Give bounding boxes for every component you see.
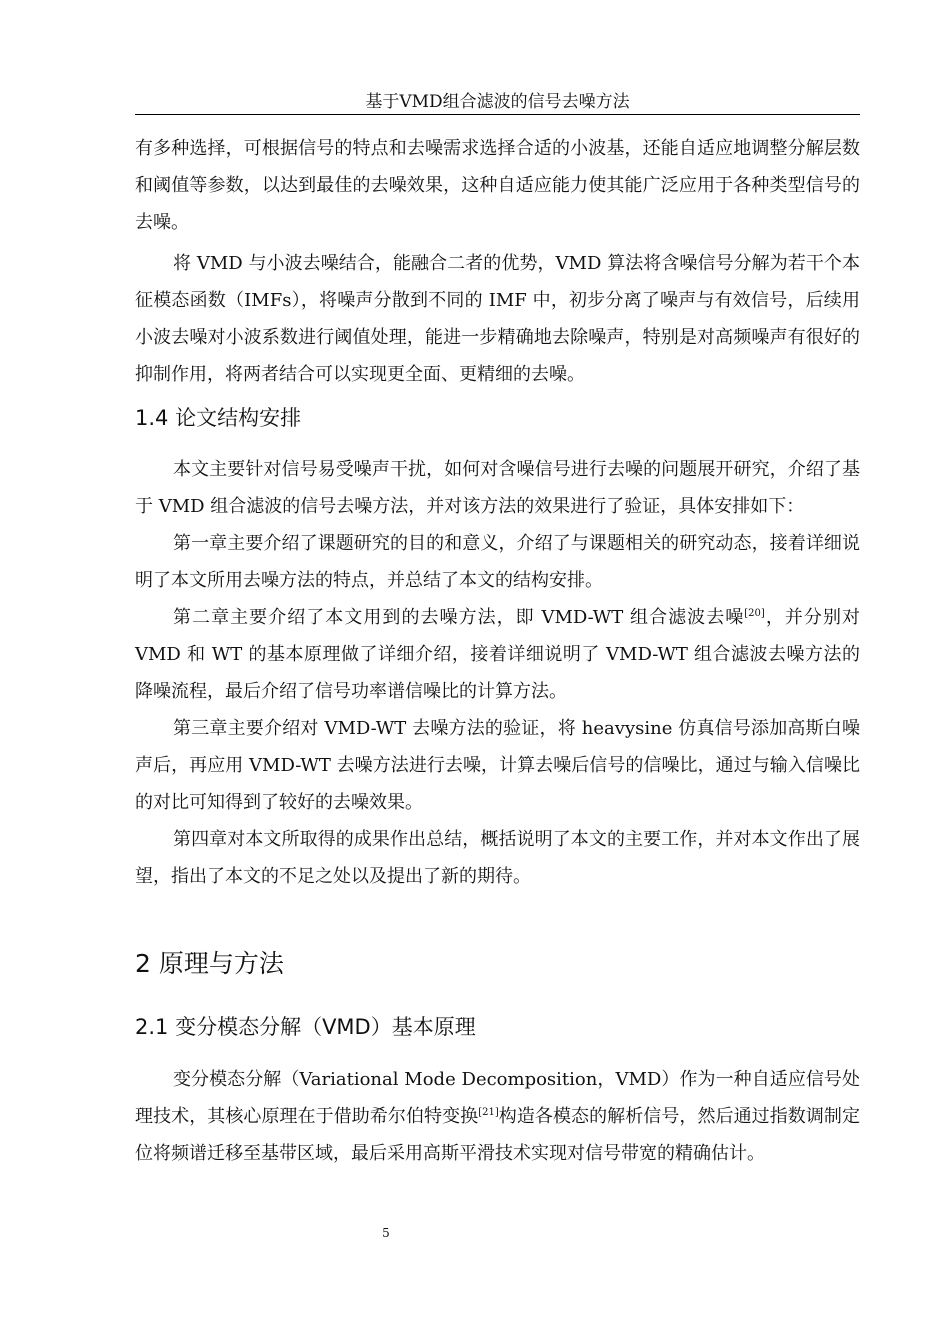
section-heading-2-1: 2.1 变分模态分解（VMD）基本原理: [135, 1015, 476, 1039]
section-heading-1-4: 1.4 论文结构安排: [135, 406, 302, 430]
paragraph-vmd-wavelet: 将 VMD 与小波去噪结合，能融合二者的优势，VMD 算法将含噪信号分解为若干个本征模态函数（IMFs），将噪声分散到不同的 IMF 中，初步分离了噪声与有效信号，后续用小波去噪对小波系数进行阈值处理，能进一步精确地去除噪声，特别是对高频噪声有很好的抑制作用，将两者结合可以实现更全面、更精细的去噪。: [135, 253, 860, 385]
paragraph-continued: 有多种选择，可根据信号的特点和去噪需求选择合适的小波基，还能自适应地调整分解层数和阈值等参数，以达到最佳的去噪效果，这种自适应能力使其能广泛应用于各种类型信号的去噪。: [135, 138, 860, 233]
page-number: 5: [382, 1226, 390, 1240]
chapter-2-text-a: 第二章主要介绍了本文用到的去噪方法，即 VMD-WT 组合滤波去噪: [173, 607, 745, 628]
vmd-principle-text-b: 构造各模态的解析信号，然后通过指数调制定位将频谱迁移至基带区域，最后采用高斯平滑技术实现对信号带宽的精确估计。: [135, 1106, 860, 1164]
paragraph-chapter-2: [135, 599, 860, 710]
paragraph-chapter-3: 第三章主要介绍对 VMD-WT 去噪方法的验证，将 heavysine 仿真信号添加高斯白噪声后，再应用 VMD-WT 去噪方法进行去噪，计算去噪后信号的信噪比，通过与输入信噪比的对比可知得到了较好的去噪效果。: [135, 718, 860, 813]
chapter-2-text-b: ，并分别对 VMD 和 WT 的基本原理做了详细介绍，接着详细说明了 VMD-WT 组合滤波去噪方法的降噪流程，最后介绍了信号功率谱信噪比的计算方法。: [135, 607, 861, 702]
citation-21: [21]: [478, 1107, 499, 1118]
citation-20: [20]: [744, 608, 765, 619]
header-rule: [135, 114, 860, 115]
paragraph-chapter-4: 第四章对本文所取得的成果作出总结，概括说明了本文的主要工作，并对本文作出了展望，指出了本文的不足之处以及提出了新的期待。: [135, 829, 860, 887]
running-header: 基于VMD组合滤波的信号去噪方法: [365, 92, 630, 112]
paragraph-vmd-principle: [135, 1061, 860, 1172]
page-body: [135, 130, 860, 1172]
paragraph-chapter-1: 第一章主要介绍了课题研究的目的和意义，介绍了与课题相关的研究动态，接着详细说明了本文所用去噪方法的特点，并总结了本文的结构安排。: [135, 533, 860, 591]
vmd-principle-text-a: 变分模态分解（Variational Mode Decomposition，VMD）作为一种自适应信号处理技术，其核心原理在于借助希尔伯特变换: [135, 1069, 860, 1127]
paragraph-structure-intro: 本文主要针对信号易受噪声干扰，如何对含噪信号进行去噪的问题展开研究，介绍了基于 VMD 组合滤波的信号去噪方法，并对该方法的效果进行了验证，具体安排如下：: [135, 459, 860, 517]
chapter-heading-2: 2 原理与方法: [135, 949, 284, 978]
